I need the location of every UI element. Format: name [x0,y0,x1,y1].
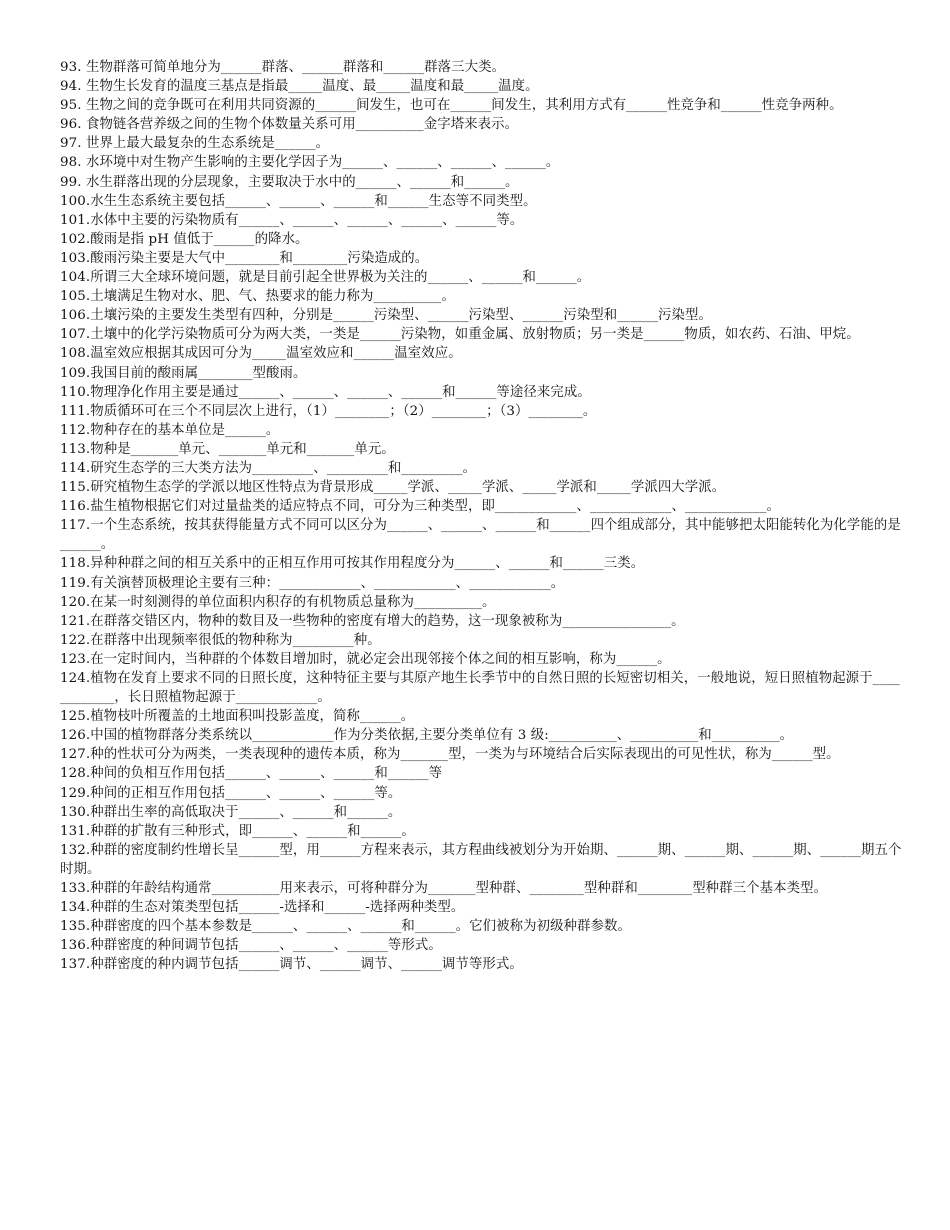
question-item: 118.异种种群之间的相互关系中的正相互作用可按其作用程度分为______、______和______三类。 [60,556,645,572]
question-item: 132.种群的密度制约性增长呈______型，用______方程来表示，其方程曲线被划分为开始期、______期、______期、______期、______期五个时期。 [60,842,902,877]
question-item: 96. 食物链各营养级之间的生物个体数量关系可用__________金字塔来表示。 [60,117,519,133]
question-item: 131.种群的扩散有三种形式，即______、______和______。 [60,823,415,839]
question-list [60,58,902,975]
question-item: 129.种间的正相互作用包括______、______、______等。 [60,785,402,801]
question-item: 115.研究植物生态学的学派以地区性特点为背景形成_____学派、_____学派、_____学派和_____学派四大学派。 [60,480,726,496]
question-item: 130.种群出生率的高低取决于______、______和______。 [60,804,402,820]
question-item: 107.土壤中的化学污染物质可分为两大类，一类是______污染物，如重金属、放射物质；另一类是______物质，如农药、石油、甲烷。 [60,327,860,343]
question-item: 112.物种存在的基本单位是______。 [60,422,280,438]
question-item: 111.物质循环可在三个不同层次上进行，（1）________；（2）________；（3）________。 [60,403,597,419]
question-item: 98. 水环境中对生物产生影响的主要化学因子为______、______、______、______。 [60,155,560,171]
question-item: 113.物种是_______单元、_______单元和_______单元。 [60,441,395,457]
question-item: 114.研究生态学的三大类方法为_________、_________和_________。 [60,460,477,476]
question-item: 94. 生物生长发育的温度三基点是指最_____温度、最_____温度和最_____温度。 [60,79,539,95]
question-item: 100.水生生态系统主要包括______、______、______和______生态等不同类型。 [60,193,537,209]
question-item: 127.种的性状可分为两类，一类表现种的遗传本质，称为_______型，一类为与环境结合后实际表现出的可见性状，称为______型。 [60,747,840,763]
question-item: 103.酸雨污染主要是大气中________和________污染造成的。 [60,250,429,266]
question-item: 122.在群落中出现频率很低的物种称为_________种。 [60,632,381,648]
question-item: 105.土壤满足生物对水、肥、气、热要求的能力称为__________。 [60,289,455,305]
question-item: 125.植物枝叶所覆盖的土地面积叫投影盖度，简称______。 [60,709,415,725]
question-item: 120.在某一时刻测得的单位面积内积存的有机物质总量称为__________。 [60,594,496,610]
question-item: 109.我国目前的酸雨属________型酸雨。 [60,365,307,381]
question-item: 124.植物在发育上要求不同的日照长度，这种特征主要与其原产地生长季节中的自然日照的长短密切相关，一般地说，短日照植物起源于____________，长日照植物起源于____________。 [60,671,900,706]
question-item: 93. 生物群落可简单地分为______群落、______群落和______群落三大类。 [60,60,506,75]
question-item: 110.物理净化作用主要是通过______、______、______、______和______等途径来完成。 [60,384,591,400]
question-item: 136.种群密度的种间调节包括______、______、______等形式。 [60,938,442,954]
question-item: 99. 水生群落出现的分层现象，主要取决于水中的______、______和______。 [60,174,519,190]
question-item: 95. 生物之间的竞争既可在利用共同资源的______间发生，也可在______间发生，其利用方式有______性竞争和______性竞争两种。 [60,98,843,114]
question-item: 121.在群落交错区内，物种的数目及一些物种的密度有增大的趋势，这一现象被称为________________。 [60,613,685,629]
question-item: 108.温室效应根据其成因可分为_____温室效应和______温室效应。 [60,346,462,362]
question-item: 126.中国的植物群落分类系统以____________作为分类依据,主要分类单位有 3 级:__________、__________和__________。 [60,728,794,744]
question-item: 101.水体中主要的污染物质有______、______、______、______、______等。 [60,212,524,228]
question-item: 123.在一定时间内，当种群的个体数目增加时，就必定会出现邻接个体之间的相互影响，称为______。 [60,651,671,667]
question-item: 137.种群密度的种内调节包括______调节、______调节、______调节等形式。 [60,957,523,973]
question-item: 117.一个生态系统，按其获得能量方式不同可以区分为______、______、______和______四个组成部分，其中能够把太阳能转化为化学能的是______。 [60,518,901,553]
question-item: 128.种间的负相互作用包括______、______、______和______等 [60,766,443,782]
question-item: 134.种群的生态对策类型包括______-选择和______-选择两种类型。 [60,900,465,916]
question-item: 135.种群密度的四个基本参数是______、______、______和______。它们被称为初级种群参数。 [60,919,632,935]
question-item: 104.所谓三大全球环境问题，就是目前引起全世界极为关注的______、______和______。 [60,270,591,286]
question-item: 116.盐生植物根据它们对过量盐类的适应特点不同，可分为三种类型，即____________、____________、____________。 [60,499,781,515]
question-item: 102.酸雨是指 pH 值低于______的降水。 [60,231,309,247]
question-item: 133.种群的年龄结构通常__________用来表示，可将种群分为_______型种群、________型种群和________型种群三个基本类型。 [60,881,828,897]
question-item: 119.有关演替顶极理论主要有三种：____________、____________、____________。 [60,575,565,591]
question-item: 106.土壤污染的主要发生类型有四种，分别是______污染型、______污染型、______污染型和______污染型。 [60,308,712,324]
question-item: 97. 世界上最大最复杂的生态系统是______。 [60,136,330,152]
